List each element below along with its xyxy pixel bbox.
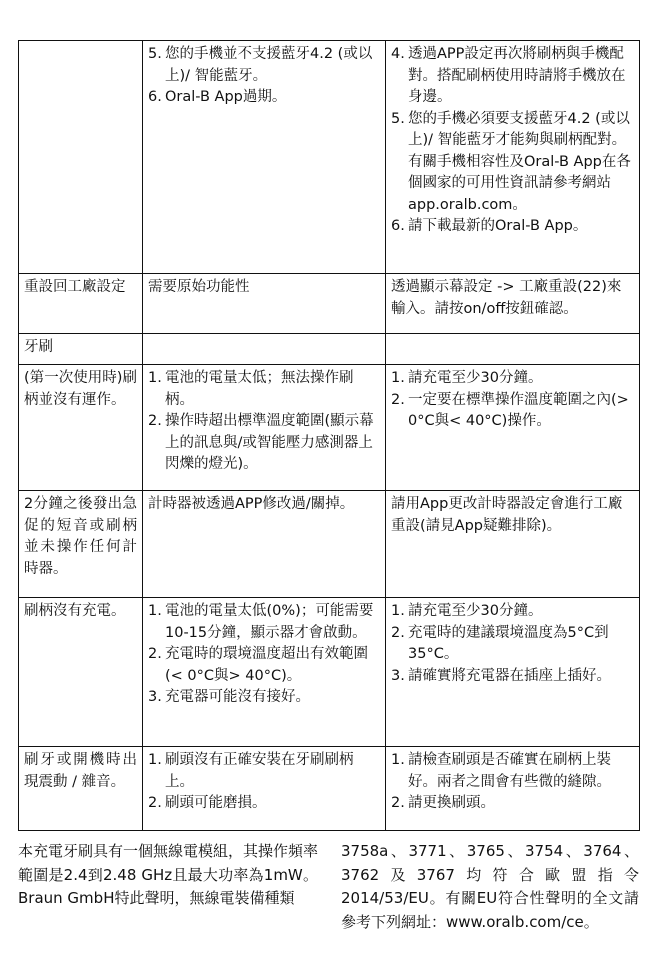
list-item: 6. Oral-B App過期。: [148, 89, 287, 105]
empty-cell: [386, 334, 640, 365]
table-row: [19, 41, 640, 274]
list-item: 1. 刷頭沒有正確安裝在牙刷刷柄上。: [148, 752, 354, 790]
list-item: 4. 透過APP設定再次將刷柄與手機配對。搭配刷柄使用時請將手機放在身邊。: [391, 46, 626, 105]
list-item: 1. 電池的電量太低；無法操作刷柄。: [148, 370, 354, 408]
list-item: 2. 操作時超出標準溫度範圍(顯示幕上的訊息與/或智能壓力感測器上閃爍的燈光)。: [148, 413, 374, 472]
problem-cell: 重設回工廠設定: [19, 274, 143, 334]
list-item: 3. 請確實將充電器在插座上插好。: [391, 667, 611, 684]
problem-cell: (第一次使用時)刷柄並沒有運作。: [19, 365, 143, 491]
section-title: 牙刷: [19, 334, 143, 365]
remedy-cell: 請用App更改計時器設定會進行工廠重設(請見App疑難排除)。: [386, 491, 640, 598]
section-row: [19, 334, 640, 365]
troubleshooting-table: [18, 40, 640, 831]
table-row: [19, 491, 640, 598]
list-item: 1. 請檢查刷頭是否確實在刷柄上裝好。兩者之間會有些微的縫隙。: [391, 752, 611, 790]
list-item: 2. 刷頭可能磨損。: [148, 795, 267, 811]
remedy-cell: [386, 598, 640, 747]
cause-cell: 需要原始功能性: [143, 274, 386, 334]
cause-cell: [143, 41, 386, 274]
table-row: [19, 747, 640, 831]
list-item: 1. 電池的電量太低(0%)；可能需要10-15分鐘，顯示器才會啟動。: [148, 603, 374, 641]
radio-module-statement: 本充電牙刷具有一個無線電模組，其操作頻率範圍是2.4到2.48 GHz且最大功率為1mW。Braun GmbH特此聲明，無線電裝備種類: [18, 842, 319, 907]
list-item: 2. 充電時的環境溫度超出有效範圍(< 0°C與> 40°C)。: [148, 646, 368, 684]
cause-cell: [143, 747, 386, 831]
cause-cell: 計時器被透過APP修改過/關掉。: [143, 491, 386, 598]
eu-conformity-statement: 3758a、3771、3765、3754、3764、3762及3767均符合歐盟指令2014/53/EU。有關EU符合性聲明的全文請參考下列網址：www.oralb.com/ce。: [341, 842, 639, 931]
problem-cell: 刷牙或開機時出現震動 / 雜音。: [19, 747, 143, 831]
list-item: 3. 充電器可能沒有接好。: [148, 689, 310, 705]
table-row: [19, 365, 640, 491]
list-item: 5. 您的手機必須要支援藍牙4.2 (或以上)/ 智能藍牙才能夠與刷柄配對。有關手機相容性及Oral-B App在各個國家的可用性資訊請參考網站app.oralb.com。: [391, 110, 631, 213]
list-item: 2. 請更換刷頭。: [391, 795, 495, 811]
problem-cell: 2分鐘之後發出急促的短音或刷柄並未操作任何計時器。: [19, 491, 143, 598]
list-item: 2. 充電時的建議環境溫度為5°C到35°C。: [391, 624, 609, 662]
list-item: 1. 請充電至少30分鐘。: [391, 370, 543, 386]
problem-cell: [19, 41, 143, 274]
remedy-cell: [386, 41, 640, 274]
table-row: [19, 598, 640, 747]
table-row: [19, 274, 640, 334]
cause-cell: [143, 598, 386, 747]
cause-cell: [143, 365, 386, 491]
remedy-cell: [386, 747, 640, 831]
list-item: 1. 請充電至少30分鐘。: [391, 603, 543, 619]
list-item: 6. 請下載最新的Oral-B App。: [391, 218, 588, 234]
remedy-cell: 透過顯示幕設定 -> 工廠重設(22)來輸入。請按on/off按鈕確認。: [386, 274, 640, 334]
empty-cell: [143, 334, 386, 365]
remedy-cell: [386, 365, 640, 491]
list-item: 5. 您的手機並不支援藍牙4.2 (或以上)/ 智能藍牙。: [148, 46, 373, 84]
problem-cell: 刷柄沒有充電。: [19, 598, 143, 747]
list-item: 2. 一定要在標準操作溫度範圍之內(> 0°C與< 40°C)操作。: [391, 391, 629, 429]
